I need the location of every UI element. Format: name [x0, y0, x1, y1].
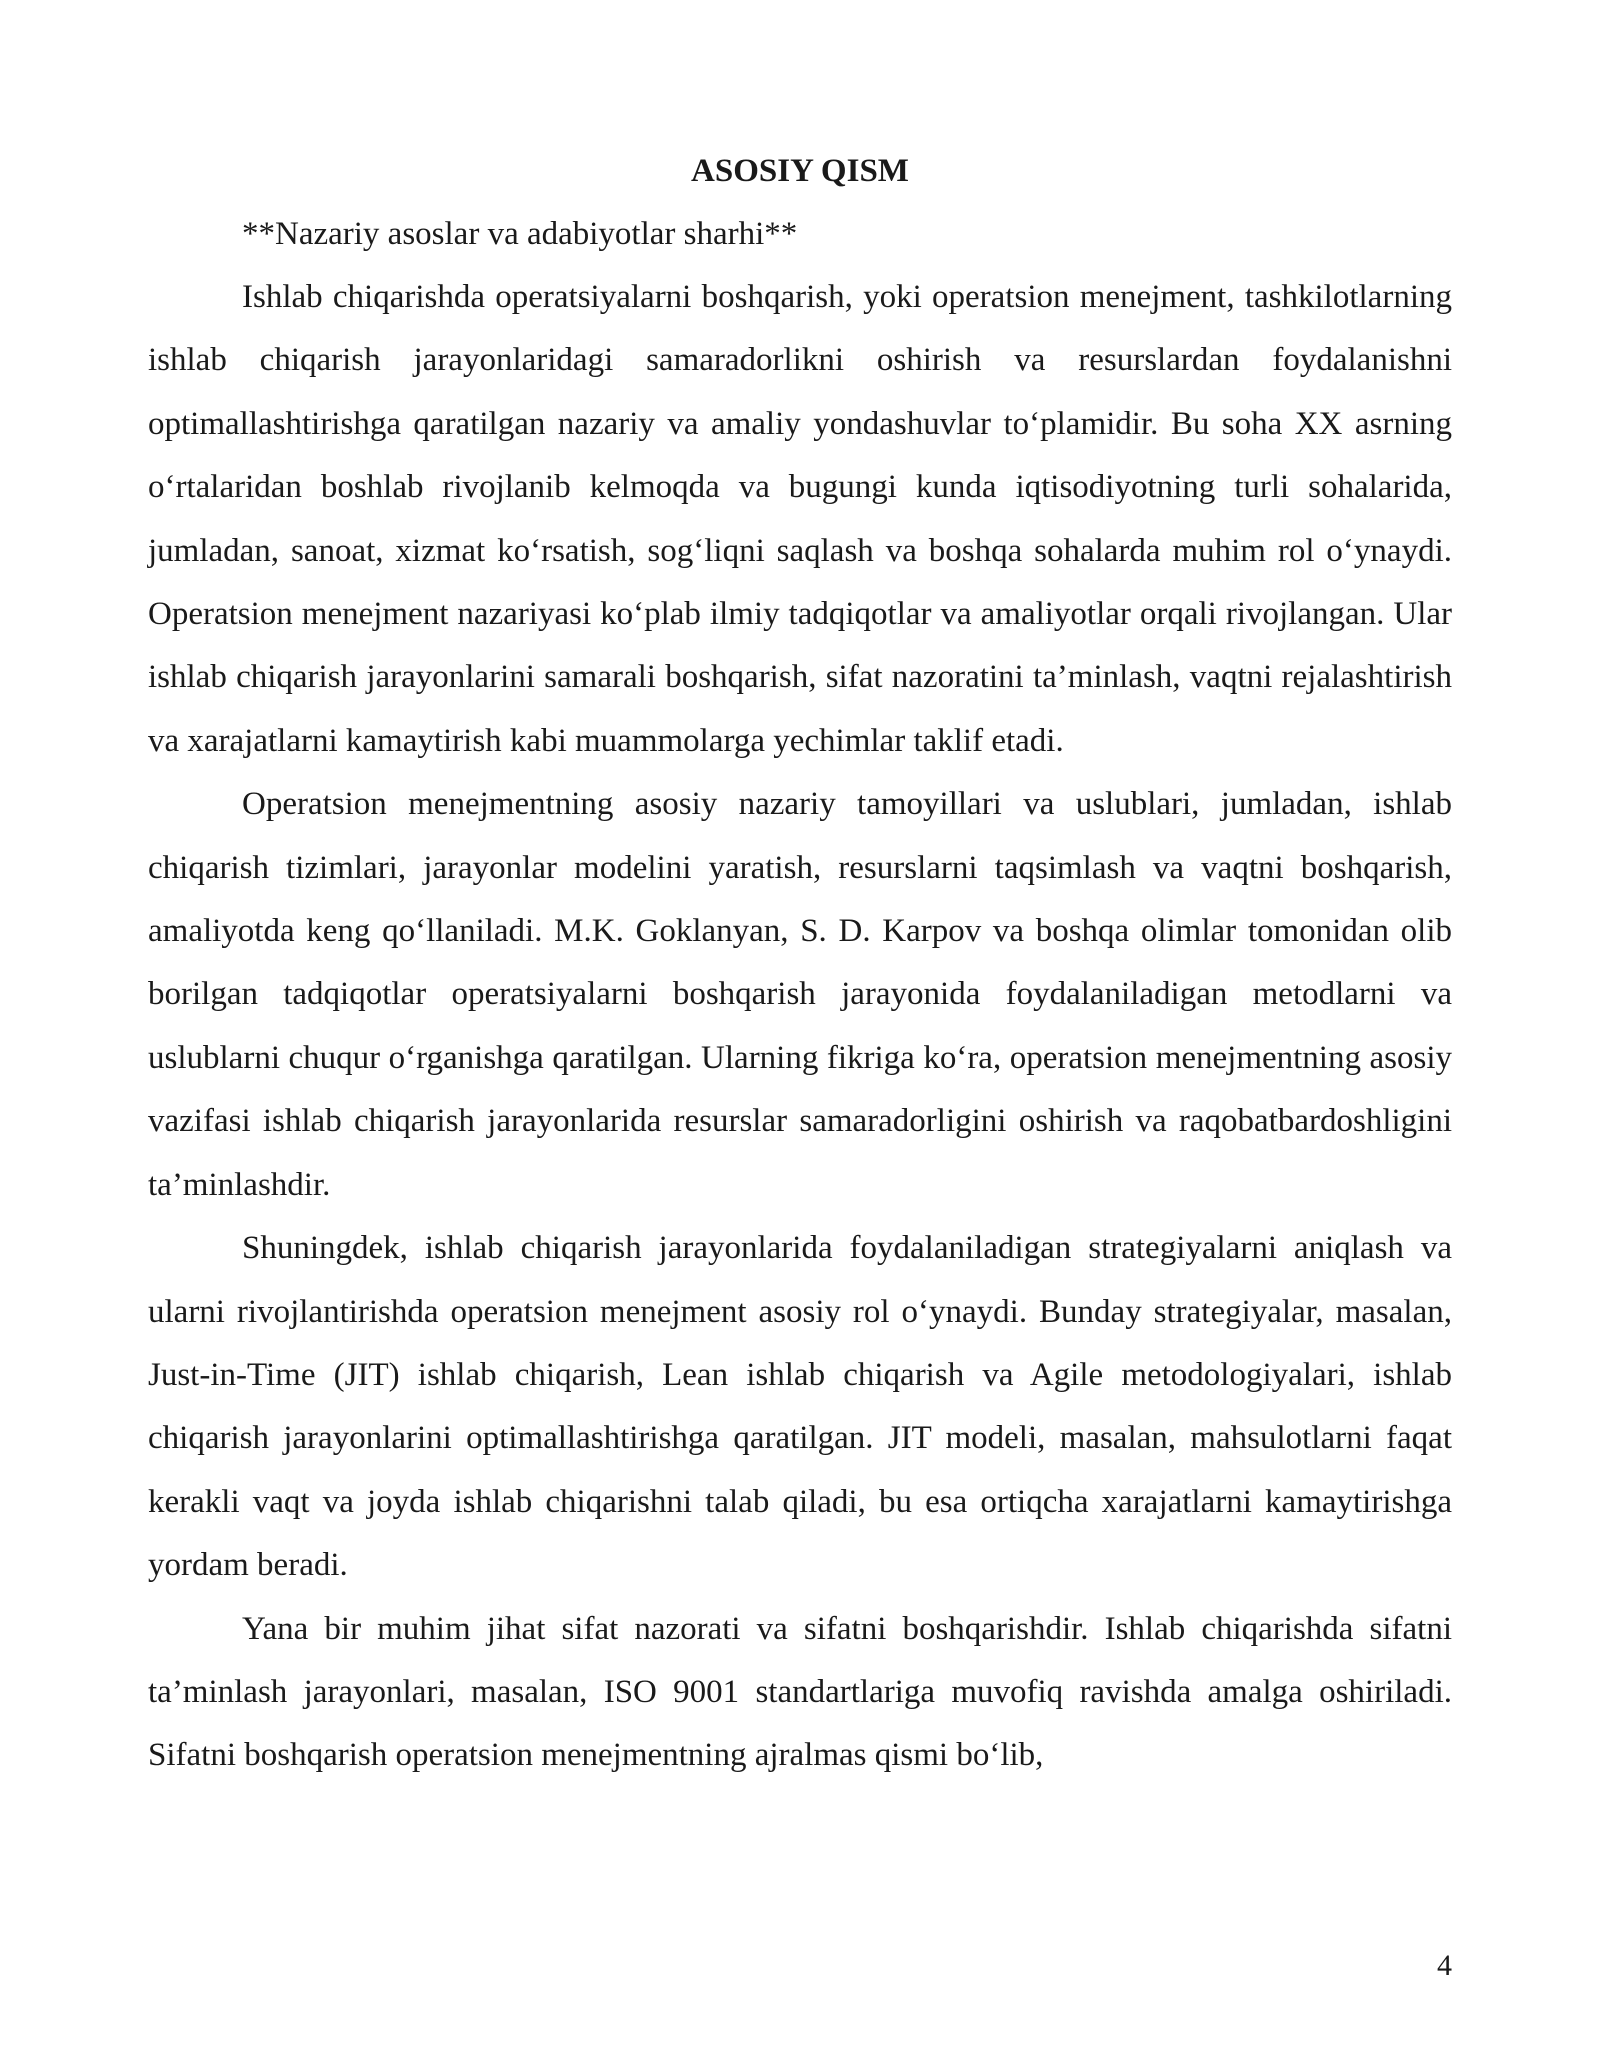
subsection-heading: **Nazariy asoslar va adabiyotlar sharhi** [242, 216, 798, 252]
body-paragraph-2: Operatsion menejmentning asosiy nazariy tamoyillari va uslublari, jumladan, ishlab chiqarish tizimlari, jarayonlar modelini yaratish, resurslarni taqsimlash va vaqtni boshqarish, amaliyotda keng qo‘llaniladi. M.K. Goklanyan, S. D. Karpov va boshqa olimlar tomonidan olib borilgan tadqiqotlar operatsiyalarni boshqarish jarayonida foydalaniladigan metodlarni va uslublarni chuqur o‘rganishga qaratilgan. Ularning fikriga ko‘ra, operatsion menejmentning asosiy vazifasi ishlab chiqarish jarayonlarida resurslar samaradorligini oshirish va raqobatbardoshligini ta’minlashdir. [148, 786, 1452, 1203]
body-paragraph-1: Ishlab chiqarishda operatsiyalarni boshqarish, yoki operatsion menejment, tashkilotlarning ishlab chiqarish jarayonlaridagi samaradorlikni oshirish va resurslardan foydalanishni optimallashtirishga qaratilgan nazariy va amaliy yondashuvlar to‘plamidir. Bu soha XX asrning o‘rtalaridan boshlab rivojlanib kelmoqda va bugungi kunda iqtisodiyotning turli sohalarida, jumladan, sanoat, xizmat ko‘rsatish, sog‘liqni saqlash va boshqa sohalarda muhim rol o‘ynaydi. Operatsion menejment nazariyasi ko‘plab ilmiy tadqiqotlar va amaliyotlar orqali rivojlangan. Ular ishlab chiqarish jarayonlarini samarali boshqarish, sifat nazoratini ta’minlash, vaqtni rejalashtirish va xarajatlarni kamaytirish kabi muammolarga yechimlar taklif etadi. [148, 279, 1452, 759]
document-page [148, 140, 1452, 1788]
body-paragraph-4: Yana bir muhim jihat sifat nazorati va sifatni boshqarishdir. Ishlab chiqarishda sifatni ta’minlash jarayonlari, masalan, ISO 9001 standartlariga muvofiq ravishda amalga oshiriladi. Sifatni boshqarish operatsion menejmentning ajralmas qismi bo‘lib, [148, 1610, 1452, 1774]
page-number: 4 [1437, 1949, 1452, 1982]
section-heading: ASOSIY QISM [691, 153, 909, 189]
body-paragraph-3: Shuningdek, ishlab chiqarish jarayonlarida foydalaniladigan strategiyalarni aniqlash va ularni rivojlantirishda operatsion menejment asosiy rol o‘ynaydi. Bunday strategiyalar, masalan, Just-in-Time (JIT) ishlab chiqarish, Lean ishlab chiqarish va Agile metodologiyalari, ishlab chiqarish jarayonlarini optimallashtirishga qaratilgan. JIT modeli, masalan, mahsulotlarni faqat kerakli vaqt va joyda ishlab chiqarishni talab qiladi, bu esa ortiqcha xarajatlarni kamaytirishga yordam beradi. [148, 1230, 1452, 1584]
